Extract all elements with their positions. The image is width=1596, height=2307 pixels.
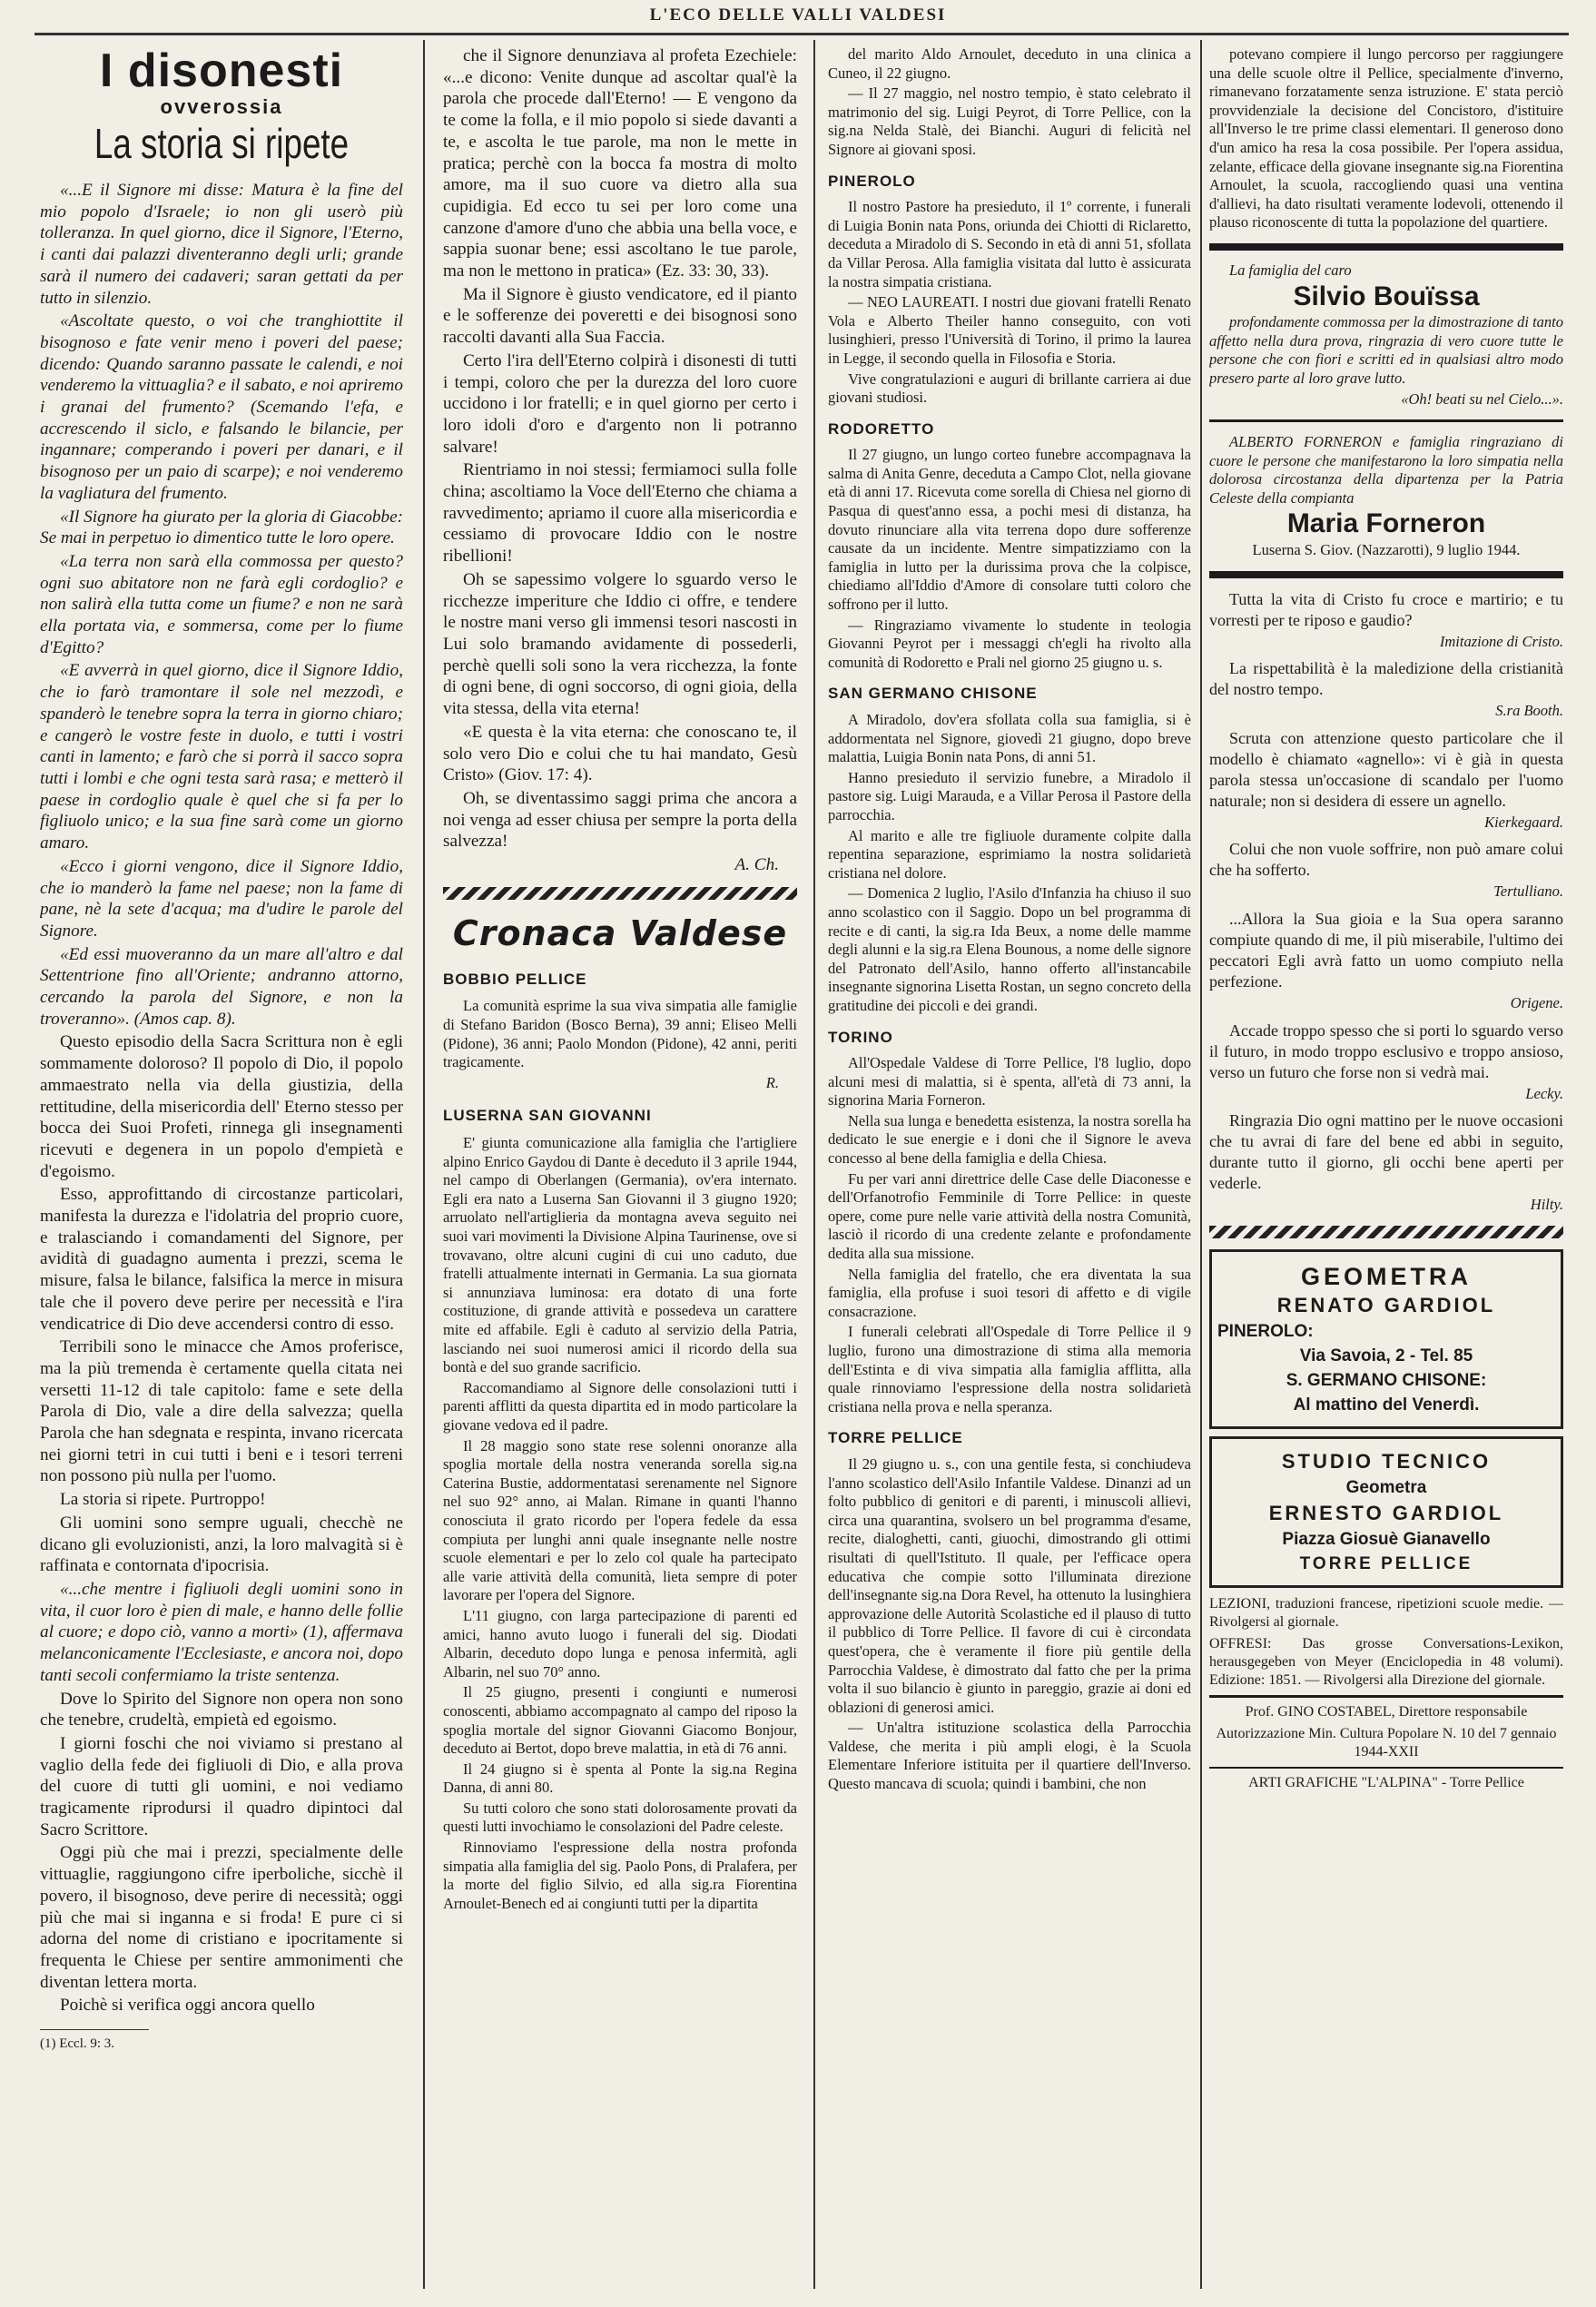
paragraph: — Il 27 maggio, nel nostro tempio, è stato celebrato il matrimonio del sig. Luigi Peyrot, di Torre Pellice, con la sig.na Nelda Stalè, dei Bianchi. Auguri di felicità nel Signore ai giovani sposi. bbox=[828, 84, 1191, 158]
quote-text: La rispettabilità è la maledizione della cristianità del nostro tempo. bbox=[1209, 659, 1563, 699]
ad-line: GEOMETRA bbox=[1300, 1262, 1472, 1290]
notice-name: Silvio Bouïssa bbox=[1293, 281, 1480, 311]
paragraph: «Ascoltate questo, o voi che tranghiottite il bisognoso e fate venir meno i poveri del paese; dicendo: Quando saranno passate le calendi, e noi venderemo la vittuaglia? e il sabato, e noi apriremo i granai del frumento? (Scemando l'efa, e accrescendo il siclo, e falsando le bilancie, per ingannare; comperando i poveri per danari, e il bisognoso per un paio di scarpe); e noi venderemo la vagliatura del frumento. bbox=[40, 311, 403, 503]
paragraph: del marito Aldo Arnoulet, deceduto in una clinica a Cuneo, il 22 giugno. bbox=[828, 45, 1191, 82]
paragraph: Il 24 giugno si è spenta al Ponte la sig.na Regina Danna, di anni 80. bbox=[443, 1760, 797, 1797]
section-body bbox=[828, 446, 1191, 672]
black-rule bbox=[1209, 1767, 1563, 1769]
column-4 bbox=[1209, 45, 1563, 2289]
paragraph: La comunità esprime la sua viva simpatia alle famiglie di Stefano Baridon (Bosco Berna), 39 anni; Eliseo Melli (Pidone), 36 anni; Paolo Mondon (Pidone), 42 anni, periti tragicamente. bbox=[443, 997, 797, 1071]
section-body bbox=[828, 711, 1191, 1016]
section-heading: BOBBIO PELLICE bbox=[443, 970, 587, 988]
article-signature: A. Ch. bbox=[734, 855, 779, 875]
quote-author: Origene. bbox=[1510, 994, 1563, 1012]
paragraph: «E avverrà in quel giorno, dice il Signore Iddio, che io farò tramontare il sole nel mezzodì, e spanderò le tenebre sopra la terra in giorno chiaro; e cangerò le vostre feste in duolo, e tutti i vostri canti in lamento; e farò che si porrà il sacco sopra tutti i lombi e che ogni testa sarà rasa; e metterò il paese in cordoglio quale è quel che si fa per lo figliuolo unico; e la sua fine sarà come un giorno amaro. bbox=[40, 661, 403, 853]
paragraph: Dove lo Spirito del Signore non opera non sono che tenebre, crudeltà, empietà ed egoismo. bbox=[40, 1689, 403, 1730]
column-divider bbox=[423, 40, 425, 2289]
quote-text: Tutta la vita di Cristo fu croce e martirio; e tu vorresti per te riposo e gaudio? bbox=[1209, 589, 1563, 629]
advertisement bbox=[1209, 1436, 1563, 1588]
paragraph: Questo episodio della Sacra Scrittura non è egli sommamente doloroso? Il popolo di Dio, il popolo ammaestrato nella via della giustizia, della rettitudine, della misericordia dell' Eterno stesso per bocca dei Suoi Profeti, rinnega gli insegnamenti ricevuti e degenera in un popolo d'empietà e d'egoismo. bbox=[40, 1032, 403, 1181]
notice-intro: ALBERTO FORNERON e famiglia ringraziano di cuore le persone che manifestarono la loro simpatia nella dolorosa circostanza della dipartenza per la Patria Celeste della compianta bbox=[1209, 433, 1563, 507]
column-divider bbox=[813, 40, 815, 2289]
quote-author: Kierkegaard. bbox=[1484, 813, 1563, 831]
paragraph: — NEO LAUREATI. I nostri due giovani fratelli Renato Vola e Alberto Theiler hanno conseguito, con voti lusinghieri, presso l'Università di Torino, il primo la laurea in Legge, il secondo quella in Filosofia e Storia. bbox=[828, 293, 1191, 367]
paragraph: Vive congratulazioni e auguri di brillante carriera ai due giovani studiosi. bbox=[828, 370, 1191, 407]
director-line: Prof. GINO COSTABEL, Direttore responsabile bbox=[1245, 1703, 1528, 1720]
paragraph: potevano compiere il lungo percorso per raggiungere una delle scuole oltre il Pellice, specialmente d'inverno, rimanevano forzatamente senza istruzione. E' stata perciò provvidenziale la decisione del Concistoro, d'istituire all'Inverso le tre prime classi elementari. Il generoso dono d'un amico ha resa la cosa possibile. Per l'opera assidua, zelante, efficace della giovane insegnante sig.na Fiorentina Arnoulet, la scuola, raccogliendo quasi una ventina d'allievi, ha dato risultati veramente lodevoli, ottenendo il plauso riconoscente di tutta la popolazione del quartiere. bbox=[1209, 45, 1563, 232]
quotes-list bbox=[1209, 589, 1563, 1215]
paragraph: che il Signore denunziava al profeta Ezechiele: «...e dicono: Venite dunque ad ascoltar qual'è la parola che procede dall'Eterno! — E vengono da te come la folla, e il mio popolo si siede davanti a te, e ascolta le tue parole, ma non le mette in pratica; perchè con la bocca fa mostra di molto amore, ma il suo cuore va dietro alla sua cupidigia. Ed ecco tu sei per loro come una canzone d'amore d'uno che abbia una bella voce, e sappia suonar bene; essi ascoltano le tue parole, ma non le mettono in pratica» (Ez. 33: 30, 33). bbox=[443, 46, 797, 281]
paragraph: I giorni foschi che noi viviamo si prestano al vaglio della fede dei figliuoli di Dio, e alla prova del cuore di tutti gli uomini, e noi vediamo tragicamente riprodursi il quadro dipintoci dal Sacro Scrittore. bbox=[40, 1733, 403, 1839]
section-body bbox=[828, 1455, 1191, 1794]
ad-line: RENATO GARDIOL bbox=[1276, 1293, 1496, 1316]
paragraph: Rinnoviamo l'espressione della nostra profonda simpatia alla famiglia del sig. Paolo Pons, di Pralafera, per la morte del figlio Silvio, ed alla sig.ra Fiorentina Arnoulet-Benech ed ai congiunti tutti per la dipartita bbox=[443, 1839, 797, 1912]
quote-text: Ringrazia Dio ogni mattino per le nuove occasioni che tu avrai di fare del bene ed abbi in seguito, durante tutto il giorno, gli occhi bene aperti per vederle. bbox=[1209, 1111, 1563, 1193]
column-3 bbox=[828, 45, 1191, 2289]
ad-line: Geometra bbox=[1345, 1477, 1427, 1497]
black-rule bbox=[1209, 571, 1563, 578]
paragraph: Oh se sapessimo volgere lo sguardo verso le ricchezze imperiture che Iddio ci offre, e tendere le nostre mani verso gli immensi tesori nascosti in Lui solo bramando avidamente di possederli, perchè quelli soli sono la vera ricchezza, la fonte di ogni bene, di ogni soccorso, di ogni gioia, della vita stessa, della vita eterna! bbox=[443, 569, 797, 719]
ornament-divider bbox=[1209, 1226, 1563, 1238]
quote-author: Hilty. bbox=[1530, 1196, 1563, 1214]
section-heading: TORRE PELLICE bbox=[828, 1429, 963, 1447]
paragraph: Oh, se diventassimo saggi prima che ancora a noi venga ad esser chiusa per sempre la porta della salvezza! bbox=[443, 788, 797, 852]
paragraph: Su tutti coloro che sono stati dolorosamente provati da questi lutti invochiamo le consolazioni del Padre celeste. bbox=[443, 1799, 797, 1836]
footnote: (1) Eccl. 9: 3. bbox=[40, 2029, 149, 2056]
section-body bbox=[828, 1054, 1191, 1416]
paragraph: «Il Signore ha giurato per la gloria di Giacobbe: Se mai in perpetuo io dimentico tutte le loro opere. bbox=[40, 507, 403, 548]
paragraph: L'11 giugno, con larga partecipazione di parenti ed amici, hanno avuto luogo i funerali del sig. Diodati Albarin, deceduto dopo lunga e penosa infermità, agli Albarin, nel suo 70° anno. bbox=[443, 1606, 797, 1681]
paragraph: Raccomandiamo al Signore delle consolazioni tutti i parenti afflitti da questa dipartita ed in modo particolare la giovane vedova ed il padre. bbox=[443, 1378, 797, 1434]
paragraph: — Ringraziamo vivamente lo studente in teologia Giovanni Peyrot per i messaggi ch'egli ha rivolto alla comunità di Rodoretto e Prali nel giorno 25 giugno u. s. bbox=[828, 616, 1191, 671]
paragraph: Il 25 giugno, presenti i congiunti e numerosi conoscenti, abbiamo accompagnato al campo del riposo la spoglia mortale del signor Giovanni Giacomo Bonjour, deceduto ai Bertot, dopo breve malattia, in età di 76 anni. bbox=[443, 1683, 797, 1758]
section-body bbox=[443, 1134, 797, 1913]
authorization-line: Autorizzazione Min. Cultura Popolare N. 10 del 7 gennaio 1944-XXII bbox=[1216, 1725, 1557, 1760]
ad-line: TORRE PELLICE bbox=[1299, 1553, 1473, 1573]
classified-ad: OFFRESI: Das grosse Conversations-Lexikon, herausgegeben von Meyer (Enciclopedia in 48 volumi). Edizione: 1851. — Rivolgersi alla Direzione del giornale. bbox=[1209, 1635, 1563, 1688]
paragraph: La storia si ripete. Purtroppo! bbox=[60, 1490, 266, 1510]
paragraph: Ma il Signore è giusto vendicatore, ed il pianto e le sofferenze dei poveretti e dei bisognosi sono raccolti davanti alla Sua Faccia. bbox=[443, 284, 797, 348]
section-body bbox=[1209, 45, 1563, 232]
column-1 bbox=[40, 45, 403, 2289]
ad-line: Piazza Giosuè Gianavello bbox=[1282, 1529, 1491, 1549]
article-subtitle: ovverossia bbox=[160, 95, 283, 118]
quote-text: Scruta con attenzione questo particolare che il modello è chiamato «agnello»: vi è già in questa parola stessa un'occasione di scandalo per l'uomo naturale; non si desidera di essere un agnello. bbox=[1209, 728, 1563, 810]
signature: R. bbox=[765, 1073, 779, 1091]
paragraph: Certo l'ira dell'Eterno colpirà i disonesti di tutti i tempi, coloro che per la durezza del loro cuore uccidono i lor fratelli; e in quel giorno per certo i loro idoli d'oro e d'argento non li potranno salvare! bbox=[443, 350, 797, 457]
quote-author: Imitazione di Cristo. bbox=[1439, 632, 1563, 650]
quote-author: Lecky. bbox=[1525, 1084, 1563, 1102]
ad-line: Via Savoia, 2 - Tel. 85 bbox=[1299, 1346, 1473, 1365]
header-rule bbox=[34, 33, 1569, 35]
black-rule bbox=[1209, 1695, 1563, 1698]
paragraph: Esso, approfittando di circostanze particolari, manifesta la durezza e l'idolatria del proprio cuore, e tralasciando i comandamenti del Signore, per avidità di guadagno aumenta i prezzi, scema le misure, falsa le bilance, falsifica la merce in misura tale che il povero deve perire per necessità e l'ira vendicatrice di Dio deve accendersi contro di esso. bbox=[40, 1185, 403, 1334]
section-body bbox=[828, 198, 1191, 408]
article-title-2: La storia si ripete bbox=[94, 120, 350, 167]
section-heading: PINEROLO bbox=[828, 172, 916, 190]
paragraph: Rientriamo in noi stessi; fermiamoci sulla folle china; ascoltiamo la Voce dell'Eterno che chiama a ravvedimento; apriamo il cuore alla misericordia e cessiamo di provocare Iddio con le nostre ribellioni! bbox=[443, 460, 797, 567]
paragraph: «Ed essi muoveranno da un mare all'altro e dal Settentrione fino all'Oriente; andranno attorno, cercando la parola del Signore, e non la troveranno». (Amos cap. 8). bbox=[40, 944, 403, 1029]
article-body-continued bbox=[443, 45, 797, 853]
ad-line: S. GERMANO CHISONE: bbox=[1286, 1370, 1487, 1390]
ornament-divider bbox=[443, 887, 797, 900]
paragraph: Terribili sono le minacce che Amos proferisce, ma la più tremenda è certamente quella citata nei versetti 11-12 di tale capitolo: fame e sete della Parola di Dio, vale a dire della salvezza; quella Parola che han sdegnata e respinta, invano ricercata nei giorni tetri in cui tutti i beni e i tesori terreni non possono più nulla per l'uomo. bbox=[40, 1337, 403, 1486]
paragraph: I funerali celebrati all'Ospedale di Torre Pellice il 9 luglio, furono una dimostrazione di stima alla memoria dell'Estinta e di viva simpatia alla famiglia afflitta, alla quale rinnoviamo l'espressione della nostra solidarietà cristiana nella prova e nella speranza. bbox=[828, 1323, 1191, 1415]
ad-line: PINEROLO: bbox=[1217, 1321, 1314, 1341]
paragraph: A Miradolo, dov'era sfollata colla sua famiglia, si è addormentata nel Signore, giovedì 21 giugno, dopo breve malattia, Luigia Bonin nata Pons, di anni 51. bbox=[828, 711, 1191, 766]
section-heading: RODORETTO bbox=[828, 419, 935, 438]
section-title: Cronaca Valdese bbox=[452, 912, 788, 953]
article-title: I disonesti bbox=[99, 45, 344, 97]
column-divider bbox=[1200, 40, 1202, 2289]
quote-text: ...Allora la Sua gioia e la Sua opera saranno compiute quando di me, il più miserabile, l'ultimo dei peccatori Egli avrà fatto un uomo compiuto nella perfezione. bbox=[1209, 910, 1563, 991]
paragraph: Nella famiglia del fratello, che era diventata la sua famiglia, ella profuse i suoi tesori di affetto e di vigile consacrazione. bbox=[828, 1265, 1191, 1320]
advertisement bbox=[1209, 1249, 1563, 1429]
page-header: L'ECO DELLE VALLI VALDESI bbox=[649, 5, 947, 25]
section-heading: LUSERNA SAN GIOVANNI bbox=[443, 1107, 652, 1125]
paragraph: «...E il Signore mi disse: Matura è la fine del mio popolo d'Israele; io non gli userò più tolleranza. In quel giorno, dice il Signore, l'Eterno, i canti dai palazzi diventeranno degli urli; grande sarà il numero dei cadaveri; saran gettati da per tutto in silenzio. bbox=[40, 181, 403, 308]
notice-name: Maria Forneron bbox=[1286, 508, 1486, 539]
paragraph: All'Ospedale Valdese di Torre Pellice, l'8 luglio, dopo alcuni mesi di malattia, si è spenta, all'età di 73 anni, la signorina Maria Forneron. bbox=[828, 1054, 1191, 1109]
black-rule bbox=[1209, 419, 1563, 422]
paragraph: Nella sua lunga e benedetta esistenza, la nostra sorella ha dedicato le sue energie e i doni che il Signore le aveva concesso al bene della famiglia e della Chiesa. bbox=[828, 1111, 1191, 1168]
ad-line: STUDIO TECNICO bbox=[1281, 1449, 1492, 1473]
paragraph: Oggi più che mai i prezzi, specialmente delle vittuaglie, raggiungono cifre iperboliche, sicchè il povero, il bisognoso, deve perire di necessità; oggi più che mai si inganna e si froda! E pure ci si adorna del nome di cristiano e ipocritamente si frequenta le Chiese per sentire ammonimenti che diventan lettera morta. bbox=[40, 1843, 403, 1992]
paragraph: Al marito e alle tre figliuole duramente colpite dalla repentina separazione, esprimiamo la nostra solidarietà cristiana nel dolore. bbox=[828, 826, 1191, 882]
paragraph: — Un'altra istituzione scolastica della Parrocchia Valdese, che merita i più ampli elogi, è la Scuola Elementare Inferiore istituita per il quartiere dell'Inverso. Questo mancava di scuola; quindi i bambini, che non bbox=[828, 1719, 1191, 1793]
paragraph: Fu per vari anni direttrice delle Case delle Diaconesse e dell'Orfanotrofio Femminile di Torre Pellice: in queste opere, come pure nelle varie attività della nostra Comunità, lasciò il ricordo di una credente zelante e profondamente dedita alla sua missione. bbox=[828, 1169, 1191, 1263]
paragraph: Poichè si verifica oggi ancora quello bbox=[60, 1996, 315, 2016]
section-heading: TORINO bbox=[828, 1028, 893, 1046]
quote-author: Tertulliano. bbox=[1493, 882, 1563, 901]
ad-line: Al mattino del Venerdì. bbox=[1293, 1395, 1480, 1415]
paragraph: Il 28 maggio sono state rese solenni onoranze alla spoglia mortale della nostra veneranda sorella sig.na Caterina Bustie, addormentatasi serenamente nel Signore nel suo 92° anno, ai Malan. Rimane in quanti l'hanno conosciuta il grato ricordo per l'opera fedele da essa compiuta per lunghi anni quale insegnante nelle nostre scuole elementari e per lo zelo col quale ha partecipato alle varie attività della comunità, lieta sempre di poter lavorare per l'opera del Signore. bbox=[443, 1436, 797, 1604]
ad-line: ERNESTO GARDIOL bbox=[1268, 1501, 1504, 1524]
paragraph: «...che mentre i figliuoli degli uomini sono in vita, il cuor loro è pien di male, e hanno delle follie al cuore; e dopo ciò, vanno a morti» (1), affermava melanconicamente l'Ecclesiaste, e ancora noi, dopo tanti secoli confermiamo la triste sentenza. bbox=[40, 1580, 403, 1685]
paragraph: «La terra non sarà ella commossa per questo? ogni suo abitatore non ne farà egli cordoglio? e non salirà ella tutta come un fiume? e non ne sarà ella portata via, e sommersa, come per lo fiume d'Egitto? bbox=[40, 551, 403, 657]
paragraph: Il nostro Pastore ha presieduto, il 1º corrente, i funerali di Luigia Bonin nata Pons, oriunda dei Chiotti di Riclaretto, deceduta a Miradolo di S. Secondo in età di anni 51, sfollata da Villar Perosa. Alla famiglia visitata dal lutto è assicurata la nostra simpatia cristiana. bbox=[828, 198, 1191, 291]
notice-place: Luserna S. Giov. (Nazzarotti), 9 luglio 1944. bbox=[1252, 541, 1521, 559]
paragraph: Il 27 giugno, un lungo corteo funebre accompagnava la salma di Anita Genre, deceduta a Campo Clot, nella giovane età di anni 17. Ricevuta come sorella di Chiesa nel giorno di Pasqua di quest'anno essa, a pochi mesi di distanza, ha dovuto rinunciare alla vita terrena dopo dure sofferenze causate da un incidente. Mentre simpatizziamo con la famiglia in lutto per la durissima prova che la colpisce, chiediamo all'Iddio d'Amore di consolare tutti coloro che soffrono per il lutto. bbox=[828, 446, 1191, 614]
black-rule bbox=[1209, 243, 1563, 251]
paragraph: «Ecco i giorni vengono, dice il Signore Iddio, che io manderò la fame nel paese; non la fame di pane, nè la sete d'acqua; ma d'udire le parole del Signore. bbox=[40, 856, 403, 941]
paragraph: Il 29 giugno u. s., con una gentile festa, si conchiudeva l'anno scolastico dell'Asilo Infantile Valdese. Dinanzi ad un folto pubblico di genitori e di parenti, i minuscoli allievi, circa una quarantina, svolsero un bel programma d'esame, recite, dialoghetti, canti, giuochi, dimostrando gli ottimi risultati di quell'Istituto. Il quale, per l'efficace opera educativa che compie sotto l'illuminata direzione dell'insegnante sig.na Dora Revel, ha ottenuto la lusinghiera approvazione delle Autorità Scolastiche ed il plauso di tutto il pubblico di Torre Pellice. Il favore di cui è circondata quest'opera, che è veramente il fiore più gentile della Parrocchia Valdese, è dimostrato dal fatto che per la prima volta il suo bilancio è giunto in pareggio, grazie ai doni ed oblazioni di generosi amici. bbox=[828, 1454, 1191, 1716]
notice-intro: La famiglia del caro bbox=[1229, 261, 1352, 279]
notice-text: profondamente commossa per la dimostrazione di tanto affetto nella dura prova, ringrazia di vero cuore tutte le persone che con fiori e scritti ed in qualsiasi altro modo presero parte al loro grave lutto. bbox=[1209, 313, 1563, 387]
classified-ad: LEZIONI, traduzioni francese, ripetizioni scuole medie. — Rivolgersi al giornale. bbox=[1209, 1595, 1563, 1630]
paragraph: Hanno presieduto il servizio funebre, a Miradolo il pastore sig. Luigi Marauda, e a Villar Perosa il Pastore della parrocchia. bbox=[828, 768, 1191, 823]
printer-line: ARTI GRAFICHE "L'ALPINA" - Torre Pellice bbox=[1248, 1774, 1524, 1790]
section-heading: SAN GERMANO CHISONE bbox=[828, 685, 1038, 703]
article-body bbox=[40, 180, 403, 2016]
quote-author: S.ra Booth. bbox=[1495, 702, 1563, 720]
paragraph: E' giunta comunicazione alla famiglia che l'artigliere alpino Enrico Gaydou di Dante è deceduto il 3 aprile 1944, nel campo di Oberlangen (Germania), ov'era internato. Egli era nato a Luserna San Giovanni il 3 giugno 1920; arruolato nell'artiglieria da montagna aveva seguito nei suoi vari movimenti la Divisione Alpina Taurinense, ove si trovavano, oltre alcuni cugini di cui uno caduto, due fratelli attualmente internati in Germania. La sua giornata si annunziava luminosa: era dotato di una forte costituzione, di grande attività e possedeva un carattere mite ed affabile. Egli è caduto al servizio della Patria, lasciando nei suoi numerosi amici il ricordo della sua bontà e del suo grande sacrificio. bbox=[443, 1134, 797, 1376]
paragraph: — Domenica 2 luglio, l'Asilo d'Infanzia ha chiuso il suo anno scolastico con il Saggio. Dopo un bel programma di recite e di canti, la sig.ra Ida Beux, a nome delle mamme degli alunni e la sig.ra Elena Bounous, a nome delle signore del Patronato dell'Asilo, hanno offerto all'instancabile insegnante signorina Lisetta Rostan, un segno concreto della gratitudine dei piccoli e dei grandi. bbox=[828, 884, 1191, 1014]
paragraph: Gli uomini sono sempre uguali, checchè ne dicano gli evoluzionisti, anzi, la loro malvagità si è raffinata e contornata d'ipocrisia. bbox=[40, 1513, 403, 1576]
section-body bbox=[828, 45, 1191, 160]
quote-text: Colui che non vuole soffrire, non può amare colui che ha sofferto. bbox=[1209, 840, 1563, 880]
notice-quote: «Oh! beati su nel Cielo...». bbox=[1401, 389, 1563, 408]
column-2 bbox=[443, 45, 797, 2289]
quote-text: Accade troppo spesso che si porti lo sguardo verso il futuro, in modo troppo esclusivo e troppo ansioso, verso un futuro che forse non si vedrà mai. bbox=[1209, 1020, 1563, 1081]
paragraph: «E questa è la vita eterna: che conoscano te, il solo vero Dio e colui che tu hai mandato, Gesù Cristo» (Giov. 17: 4). bbox=[443, 722, 797, 785]
